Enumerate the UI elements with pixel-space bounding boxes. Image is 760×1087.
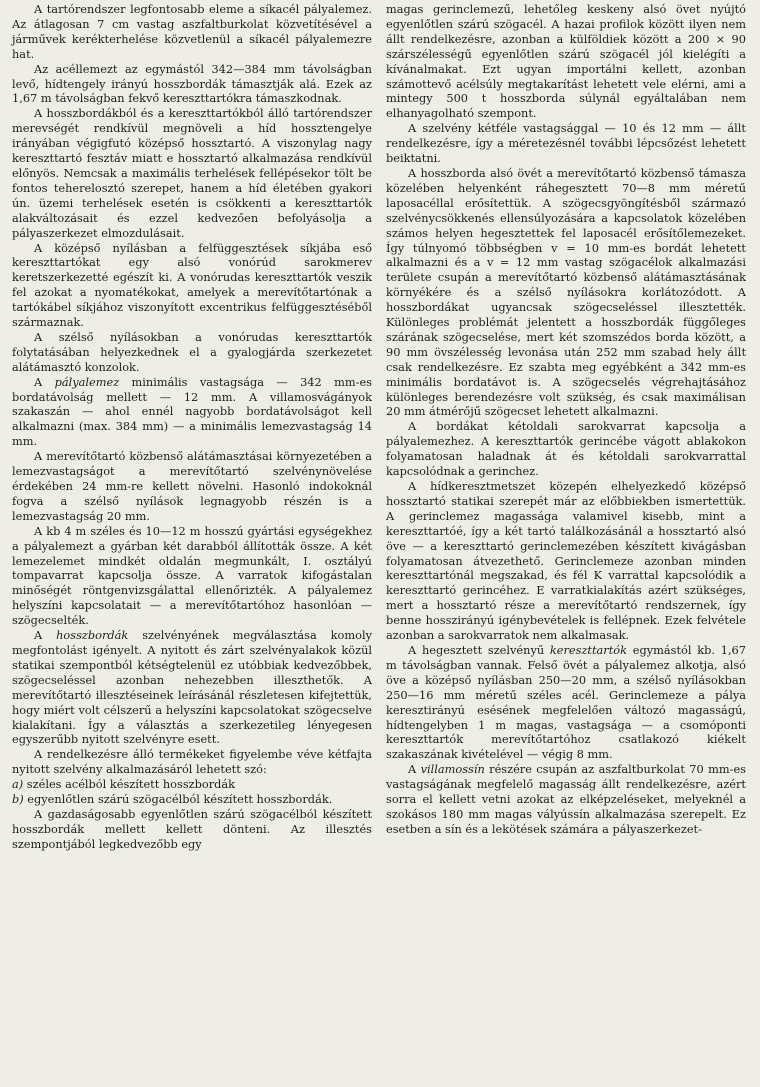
list-marker: b) bbox=[12, 792, 24, 807]
list-marker: a) bbox=[12, 777, 24, 792]
paragraph: A gazdaságosabb egyenlőtlen szárú szögacélból készített hosszbordák mellett kellett dönteni. Az illesztés szempontjából legkedvezőbb egy bbox=[12, 806, 372, 851]
italic-term: hosszbordák bbox=[56, 628, 129, 643]
text-run: szelvényének megválasztása komoly megfontolást igényelt. A nyitott és zárt szelvényalakok közül statikai szempontból kétségtelenül ez utóbbiak kedvezőbbek, szögecseléssel azonban nehezebben illeszthetők. A merevítőtartó illesztéseinek leírásánál részletesen kifejtettük, hogy miért volt célszerű a helyszíni kapcsolatokat szögecselve kialakítani. Így a választás a szerkezetileg lényegesen egyszerűbb nyitott szelvényre esett. bbox=[12, 628, 372, 747]
paragraph: A szelvény kétféle vastagsággal — 10 és 12 mm — állt rendelkezésre, így a méretezésnél további lépcsőzést lehetett beiktatni. bbox=[386, 121, 746, 166]
paragraph: A hosszbordákból és a kereszttartókból álló tartórendszer merevségét rendkívül megnöveli a híd hossztengelye irányában végigfutó középső hossztartó. A viszonylag nagy kereszttartó fesztáv miatt e hossztartó alkalmazása rendkívül előnyös. Nemcsak a maximális terhelések fellépésekor tölt be fontos teherelosztó szerepet, hanem a híd életében gyakori ún. üzemi terhelések esetén is csökkenti a kereszttartók alakváltozásait és ezzel kedvezően befolyásolja a pályaszerkezet elmozdulásait. bbox=[12, 106, 372, 240]
paragraph: A hídkeresztmetszet közepén elhelyezkedő középső hossztartó statikai szerepét már az előbbiekben ismertettük. A gerinclemez magassága valamivel kisebb, mint a kereszttartóé, így a két tartó találkozásánál a hossztartó alsó öve — a kereszttartó gerinclemezében készített kivágásban folyamatosan átvezethető. Gerinclemeze azonban minden kereszttartónál megszakad, és fél K varrattal kapcsolódik a kereszttartó gerincéhez. E varratkialakítás azért szükséges, mert a hossztartó része a merevítőtartó rendszernek, így benne hosszirányú igénybevételek is fellépnek. Ezek felvétele azonban a sarokvarratok nem alkalmasak. bbox=[386, 479, 746, 643]
paragraph-continued: magas gerinclemezű, lehetőleg keskeny alsó övet nyújtó egyenlőtlen szárú szögacél. A hazai profilok között ilyen nem állt rendelkezésre, azonban a külföldiek között a 200 × 90 szárszélességű egyenlőtlen szárú szögacél jól kielégíti a kívánalmakat. Ezt ugyan importálni kellett, azonban számottevő acélsúly megtakarítást lehetett vele elérni, ami a mintegy 500 t hosszborda súlynál egyáltalában nem elhanyagolható szempont. bbox=[386, 2, 746, 121]
paragraph-cross-girders bbox=[386, 643, 746, 762]
list-text: széles acélból készített hosszbordák bbox=[23, 777, 236, 792]
paragraph: A hosszborda alsó övét a merevítőtartó közbenső támasza közelében helyenként ráhegesztett 70—8 mm méretű laposacéllal erősítettük. A szögecsgyöngítésből származó szelvénycsökkenés ellensúlyozására a kapcsolatok közelében számos helyen hegesztettek fel laposacél erősítőlemezeket. Így túlnyomó többségben v = 10 mm-es bordát lehetett alkalmazni és a v = 12 mm vastag szögacélok alkalmazási területe csupán a merevítőtartó közbenső alátámasztásának környékére és a szélső nyílásokra korlátozódott. A hosszbordákat ugyancsak szögecseléssel illesztették. Különleges problémát jelentett a hosszbordák függőleges szárának szögecselése, mert két szomszédos borda között, a 90 mm övszélesség levonása után 252 mm szabad hely állt csak rendelkezésre. Ez szabta meg egyébként a 342 mm-es minimális bordatávot is. A szögecselés végrehajtásához különleges berendezésre volt szükség, és csak maximálisan 20 mm átmérőjű szögecset lehetett alkalmazni. bbox=[386, 165, 746, 419]
list-item-b bbox=[12, 792, 372, 807]
text-run: A bbox=[34, 628, 57, 643]
paragraph: A rendelkezésre álló termékeket figyelembe véve kétfajta nyitott szelvény alkalmazásáról lehetett szó: bbox=[12, 747, 372, 777]
text-run: A bbox=[408, 762, 421, 777]
paragraph: A bordákat kétoldali sarokvarrat kapcsolja a pályalemezhez. A kereszttartók gerincébe vágott ablakokon folyamatosan haladnak át és kétoldali sarokvarrattal kapcsolódnak a gerinchez. bbox=[386, 419, 746, 479]
italic-term: pályalemez bbox=[54, 374, 120, 389]
paragraph: Az acéllemezt az egymástól 342—384 mm távolságban levő, hídtengely irányú hosszbordák támasztják alá. Ezek az 1,67 m távolságban fekvő kereszttartókra támaszkodnak. bbox=[12, 61, 372, 106]
list-text: egyenlőtlen szárú szögacélból készített hosszbordák. bbox=[23, 792, 333, 807]
paragraph-tram-rail bbox=[386, 762, 746, 837]
right-column bbox=[386, 2, 746, 1087]
text-run: A bbox=[34, 374, 55, 389]
text-run: A hegesztett szelvényű bbox=[408, 642, 550, 657]
text-run: egymástól kb. 1,67 m távolságban vannak. Felső övét a pályalemez alkotja, alsó öve a középső nyílásban 250—20 mm, a szélső nyílásokban 250—16 mm méretű széles acél. Gerinclemeze a pálya keresztirányú esésének megfelelően változó magasságú, hídtengelyben 1 m magas, vastagsága — a csomóponti kereszttartók merevítőtartóhoz csatlakozó kiékelt szakaszának kivételével — végig 8 mm. bbox=[386, 642, 746, 762]
paragraph: A tartórendszer legfontosabb eleme a síkacél pályalemez. Az átlagosan 7 cm vastag aszfaltburkolat közvetítésével a járművek kerékterhelése közvetlenül a síkacél pályalemezre hat. bbox=[12, 2, 372, 61]
paragraph: A középső nyílásban a felfüggesztések síkjába eső kereszttartókat egy alsó vonórúd sarokmerev keretszerkezetté egészít ki. A vonórudas kereszttartók veszik fel azokat a nyomatékokat, amelyek a merevítőtartónak a tartókábel síkjához viszonyított excentrikus felfüggesztéséből származnak. bbox=[12, 240, 372, 330]
italic-term: kereszttartók bbox=[549, 642, 627, 657]
left-column bbox=[12, 2, 372, 1087]
paragraph: A szélső nyílásokban a vonórudas kereszttartók folytatásában helyezkednek el a gyalogjárda szerkezetet alátámasztó konzolok. bbox=[12, 329, 372, 374]
list-item-a bbox=[12, 777, 372, 792]
text-run: minimális vastagsága — 342 mm-es bordatávolság mellett — 12 mm. A villamosvágányok szakaszán — ahol ennél nagyobb bordatávolságot kell alkalmazni (max. 384 mm) — a minimális lemezvastagság 14 mm. bbox=[12, 374, 372, 449]
paragraph-pavement-thickness bbox=[12, 375, 372, 450]
paragraph-longitudinal-ribs bbox=[12, 628, 372, 747]
text-run: részére csupán az aszfaltburkolat 70 mm-es vastagságának megfelelő magasság állt rendelkezésre, azért sorra el kellett vetni azokat az elképzeléseket, melyeknél a szokásos 180 mm magas vályússín alkalmazása szerepelt. Ez esetben a sín és a lekötések számára a pályaszerkezet- bbox=[386, 762, 746, 836]
italic-term: villamossín bbox=[420, 762, 485, 777]
paragraph: A kb 4 m széles és 10—12 m hosszú gyártási egységekhez a pályalemezt a gyárban két darabból állították össze. A két lemezelemet mindkét oldalán megmunkált, I. osztályú tompavarrat kapcsolja össze. A varratok kifogástalan minőségét röntgenvizsgálattal ellenőrizték. A pályalemez helyszíni kapcsolatait — a merevítőtartóhoz hasonlóan — szögecselték. bbox=[12, 523, 372, 628]
paragraph: A merevítőtartó közbenső alátámasztásai környezetében a lemezvastagságot a merevítőtartó szelvénynövelése érdekében 24 mm-re kellett növelni. Hasonló indokoknál fogva a szélső nyílások legnagyobb részén is a lemezvastagság 20 mm. bbox=[12, 449, 372, 523]
